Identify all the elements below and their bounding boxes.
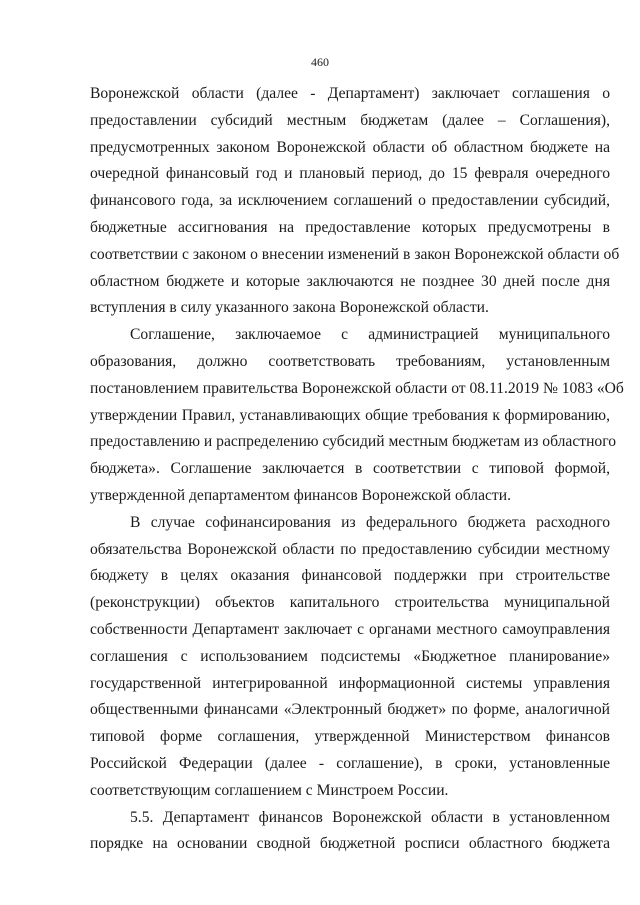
text-line: вступления в силу указанного закона Воронежской области. [90,299,489,317]
text-line: 5.5. Департамент финансов Воронежской области в установленном [130,808,610,826]
text-line: порядке на основании сводной бюджетной росписи областного бюджета [90,835,610,853]
text-line: областном бюджете и которые заключаются не позднее 30 дней после дня [90,272,610,290]
text-line: обязательства Воронежской области по предоставлению субсидии местному [90,540,610,558]
text-line: финансового года, за исключением соглашений о предоставлении субсидий, [90,192,610,210]
text-line: соответствии с законом о внесении изменений в закон Воронежской области об [90,245,620,263]
text-line: предоставлению и распределению субсидий местным бюджетам из областного [90,433,617,451]
paragraph-agreement [90,322,624,510]
text-line: В случае софинансирования из федерального бюджета расходного [130,513,610,531]
text-line: соответствующим соглашением с Минстроем России. [90,781,449,799]
text-line: утверждении Правил, устанавливающих общие требования к формированию, [90,406,610,424]
text-line: постановлением правительства Воронежской области от 08.11.2019 № 1083 «Об [90,379,624,397]
text-line: бюджетные ассигнования на предоставление которых предусмотрены в [90,218,610,236]
text-line: типовой форме соглашения, утвержденной Министерством финансов [90,728,610,746]
text-line: государственной интегрированной информационной системы управления [90,674,610,692]
text-line: Воронежской области (далее - Департамент) заключает соглашения о [90,85,610,102]
text-line: бюджета». Соглашение заключается в соответствии с типовой формой, [90,460,610,478]
paragraph-continuation [90,81,620,322]
text-line: (реконструкции) объектов капитального строительства муниципальной [90,594,610,612]
text-line: бюджету в целях оказания финансовой поддержки при строительстве [90,567,610,585]
text-line: предусмотренных законом Воронежской области об областном бюджете на [90,138,610,156]
text-line: Российской Федерации (далее - соглашение), в сроки, установленные [90,754,610,772]
text-line: очередной финансовый год и плановый период, до 15 февраля очередного [90,165,610,183]
text-line: предоставлении субсидий местным бюджетам (далее – Соглашения), [90,111,610,129]
paragraph-cofinancing [90,510,610,805]
text-line: утвержденной департаментом финансов Воронежской области. [90,486,511,504]
page-number: 460 [311,55,329,69]
paragraph-section-5-5 [90,805,610,859]
text-line: собственности Департамент заключает с органами местного самоуправления [90,620,610,638]
text-line: соглашения с использованием подсистемы «Бюджетное планирование» [90,647,610,665]
text-line: общественными финансами «Электронный бюджет» по форме, аналогичной [90,701,610,719]
text-line: образования, должно соответствовать требованиям, установленным [90,352,610,370]
document-body [90,81,624,858]
text-line: Соглашение, заключаемое с администрацией муниципального [130,326,610,344]
